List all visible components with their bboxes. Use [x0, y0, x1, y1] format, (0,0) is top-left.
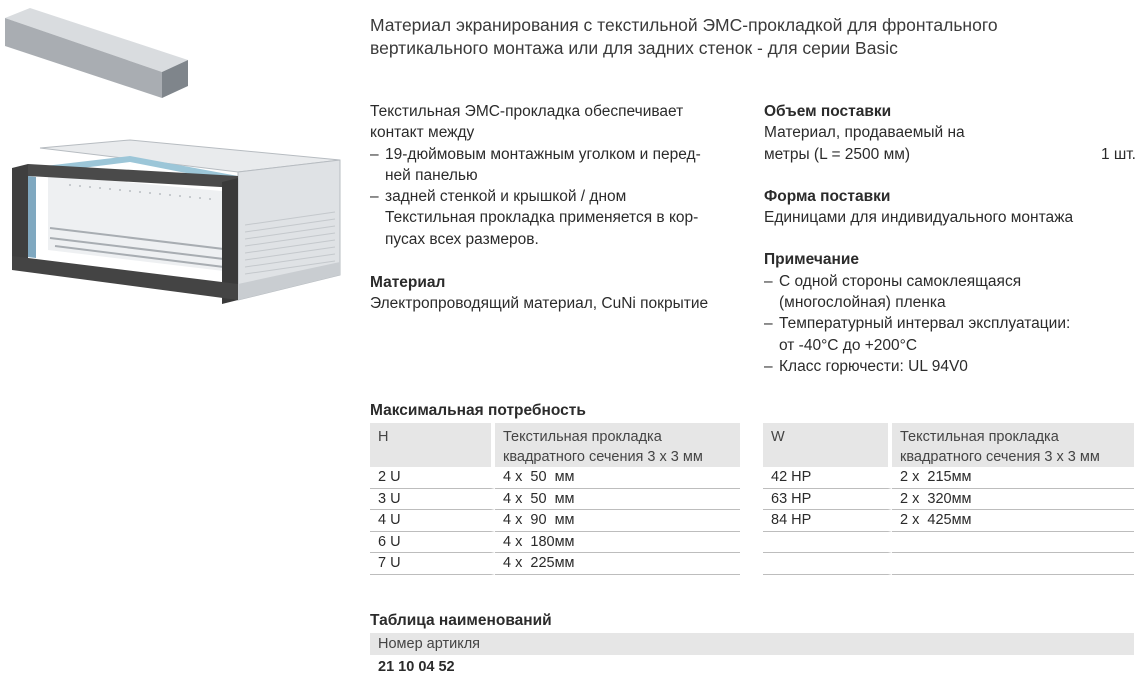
value-cell: 4 x 50 мм [495, 467, 740, 489]
table-row [763, 553, 1134, 575]
size-cell: 4 U [370, 510, 495, 532]
size-cell: 42 HP [763, 467, 892, 489]
bullet-dash: – [370, 188, 379, 206]
value-cell: 2 x 425мм [892, 510, 1134, 532]
bullet-dash: – [764, 272, 773, 290]
right-column [764, 101, 1136, 377]
size-cell [763, 553, 892, 575]
width-column-header: W [763, 423, 892, 467]
bullet-1-line-1: 19-дюймовым монтажным уголком и перед- [385, 145, 701, 163]
title-line-2: вертикального монтажа или для задних стенок - для серии Basic [370, 38, 898, 58]
width-table [763, 423, 1134, 575]
gasket-header-line-1: Текстильная прокладка [900, 429, 1059, 445]
note-heading: Примечание [764, 251, 859, 269]
value-cell: 4 x 90 мм [495, 510, 740, 532]
supply-scope-line-1: Материал, продаваемый на [764, 124, 965, 142]
contact-bullet-1 [370, 144, 750, 187]
supply-scope-line-2: метры (L = 2500 мм) [764, 145, 911, 163]
note-bullet-2 [764, 313, 1136, 356]
contact-bullet-2 [370, 186, 750, 250]
value-cell [892, 532, 1134, 554]
material-text: Электропроводящий материал, CuNi покрытие [370, 295, 709, 313]
gasket-header-line-1: Текстильная прокладка [503, 429, 662, 445]
note-bullet-1 [764, 271, 1136, 314]
note-bullet-2-line-2: от -40°С до +200°С [779, 336, 918, 354]
size-cell: 2 U [370, 467, 495, 489]
supply-quantity: 1 шт. [1100, 145, 1136, 163]
supply-form-heading: Форма поставки [764, 187, 891, 205]
table-row [763, 510, 1134, 532]
note-section [764, 249, 1136, 377]
height-column-header: H [370, 423, 495, 467]
table-row [370, 532, 740, 554]
bullet-dash: – [764, 315, 773, 333]
table-row [370, 467, 740, 489]
note-bullet-1-line-1: С одной стороны самоклеящаяся [779, 272, 1022, 290]
gasket-header-line-2: квадратного сечения 3 x 3 мм [503, 449, 703, 465]
value-cell: 4 x 50 мм [495, 489, 740, 511]
note-bullet-3-line: Класс горючести: UL 94V0 [779, 357, 968, 375]
product-illustration [0, 0, 345, 330]
table-row [370, 489, 740, 511]
table-row [763, 489, 1134, 511]
title-line-1: Материал экранирования с текстильной ЭМС-прокладкой для фронтального [370, 15, 998, 35]
height-table [370, 423, 740, 575]
bullet-dash: – [370, 145, 379, 163]
usage-note-line-2: пусах всех размеров. [385, 230, 539, 248]
supply-scope-heading: Объем поставки [764, 103, 892, 120]
gasket-header-line-2: квадратного сечения 3 x 3 мм [900, 449, 1100, 465]
usage-note-line-1: Текстильная прокладка применяется в кор- [385, 209, 699, 227]
table-row [370, 553, 740, 575]
bullet-dash: – [764, 357, 773, 375]
left-column [370, 101, 750, 315]
table-row [370, 510, 740, 532]
size-cell: 84 HP [763, 510, 892, 532]
gasket-column-header [495, 423, 740, 467]
supply-form-text: Единицами для индивидуального монтажа [764, 209, 1074, 227]
intro-line-2: контакт между [370, 124, 475, 142]
note-bullet-1-line-2: (многослойная) пленка [779, 294, 946, 312]
size-cell: 3 U [370, 489, 495, 511]
article-number-header: Номер артикля [370, 633, 1134, 655]
gasket-strip-image [5, 8, 188, 98]
intro-line-1: Текстильная ЭМС-прокладка обеспечивает [370, 103, 684, 120]
names-table-heading: Таблица наименований [370, 612, 552, 629]
enclosure-image [12, 140, 340, 304]
gasket-column-header [892, 423, 1134, 467]
table-header-row [370, 423, 740, 467]
bullet-2-line: задней стенкой и крышкой / дном [385, 188, 627, 206]
supply-form-section [764, 186, 1136, 229]
size-cell [763, 532, 892, 554]
value-cell: 4 x 225мм [495, 553, 740, 575]
value-cell: 4 x 180мм [495, 532, 740, 554]
size-cell: 7 U [370, 553, 495, 575]
table-row [763, 532, 1134, 554]
size-cell: 63 HP [763, 489, 892, 511]
value-cell: 2 x 320мм [892, 489, 1134, 511]
article-number-value: 21 10 04 52 [378, 659, 455, 675]
material-section [370, 272, 750, 315]
size-cell: 6 U [370, 532, 495, 554]
note-bullet-2-line-1: Температурный интервал эксплуатации: [779, 315, 1071, 333]
bullet-1-line-2: ней панелью [385, 166, 478, 184]
max-need-heading: Максимальная потребность [370, 402, 586, 419]
supply-scope-line-2-row [764, 144, 1136, 165]
note-bullet-3 [764, 356, 1136, 377]
supply-scope-section [764, 101, 1136, 165]
value-cell [892, 553, 1134, 575]
page-title [370, 14, 1130, 60]
table-row [763, 467, 1134, 489]
value-cell: 2 x 215мм [892, 467, 1134, 489]
table-header-row [763, 423, 1134, 467]
material-heading: Материал [370, 274, 446, 292]
